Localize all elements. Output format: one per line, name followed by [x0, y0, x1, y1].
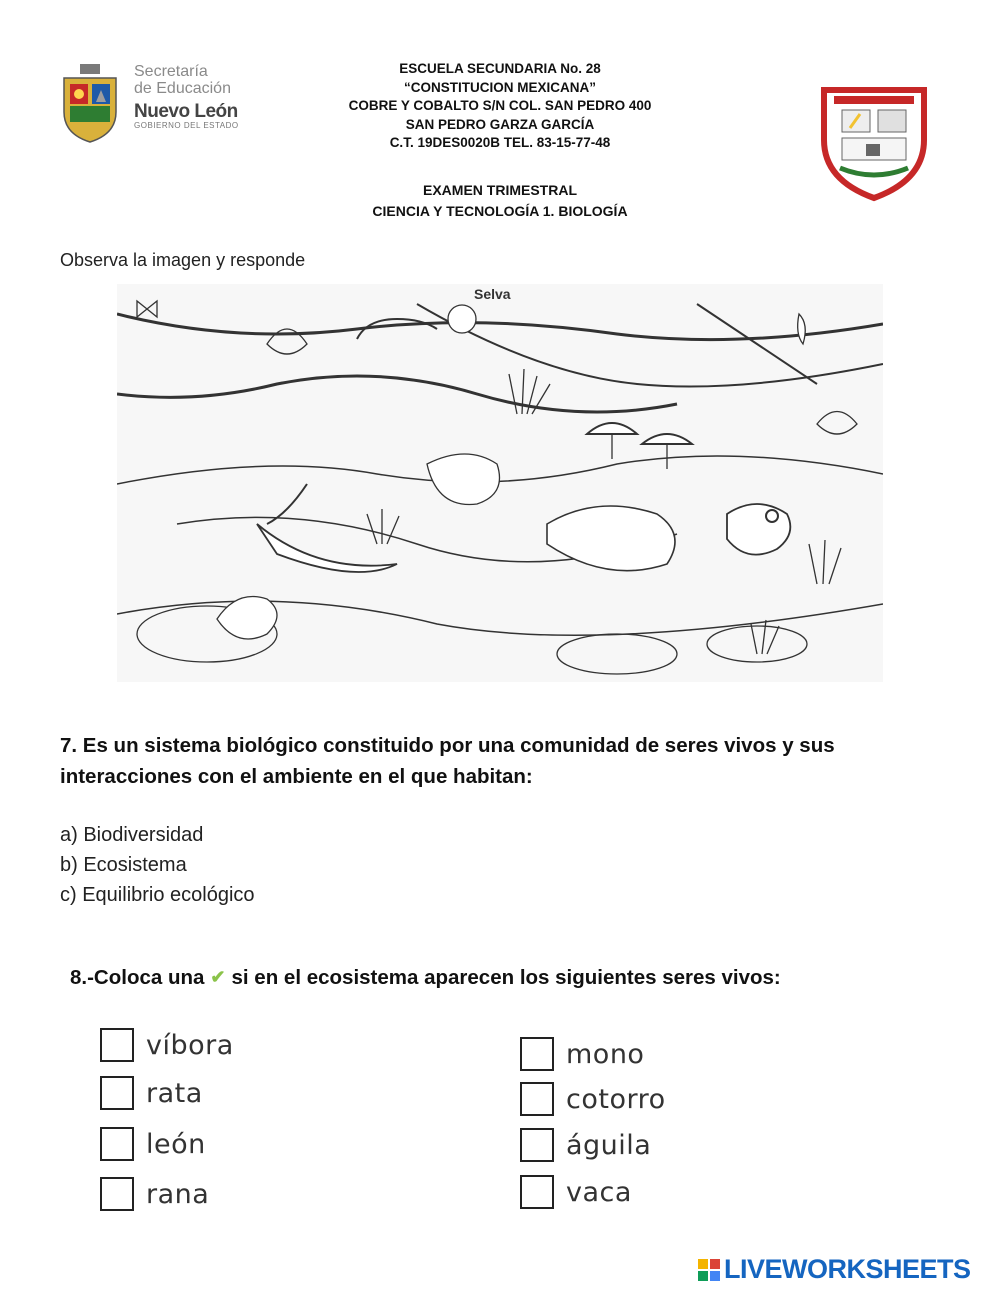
exam-header: [250, 180, 750, 222]
checklist-label: rata: [146, 1077, 203, 1109]
scene-label: Selva: [474, 286, 511, 302]
checklist-item: [100, 1127, 206, 1161]
school-line: ESCUELA SECUNDARIA No. 28: [399, 61, 601, 76]
school-line: “CONSTITUCION MEXICANA”: [404, 79, 596, 95]
checklist-item: [520, 1175, 632, 1209]
school-line: SAN PEDRO GARZA GARCÍA: [405, 116, 595, 132]
checkbox[interactable]: [100, 1028, 134, 1062]
coat-of-arms-icon: [58, 62, 122, 146]
state-name: Nuevo León: [134, 100, 238, 122]
checklist-item: [100, 1028, 234, 1062]
brand-name: LIVEWORKSHEETS: [724, 1254, 971, 1284]
checklist-item: [520, 1037, 644, 1071]
checkmark-icon: ✔: [210, 967, 226, 987]
gobierno-label: GOBIERNO DEL ESTADO: [134, 120, 239, 130]
secretaria-line2: de Educación: [134, 79, 231, 97]
checklist-label: cotorro: [566, 1083, 666, 1115]
exam-subject: CIENCIA Y TECNOLOGÍA 1. BIOLOGÍA: [372, 203, 628, 219]
checklist-item: [520, 1082, 666, 1116]
question-8-prefix: 8.-Coloca una: [70, 966, 205, 989]
checklist-label: mono: [566, 1038, 645, 1070]
liveworksheets-logo: [698, 1254, 971, 1285]
checklist-item: [520, 1128, 651, 1162]
question-7-options: [60, 820, 255, 910]
school-line: COBRE Y COBALTO S/N COL. SAN PEDRO 400: [348, 98, 652, 113]
option-b[interactable]: b) Ecosistema: [60, 854, 187, 876]
jungle-ecosystem-image: [117, 284, 883, 682]
question-8: [70, 966, 781, 990]
school-header: [250, 60, 750, 153]
checkbox[interactable]: [520, 1175, 554, 1209]
checklist-label: víbora: [146, 1029, 234, 1061]
checklist-label: león: [146, 1128, 206, 1160]
checkbox[interactable]: [520, 1037, 554, 1071]
option-c[interactable]: c) Equilibrio ecológico: [60, 884, 255, 906]
checkbox[interactable]: [100, 1127, 134, 1161]
question-8-suffix: si en el ecosistema aparecen los siguientes seres vivos:: [231, 966, 781, 989]
checklist-label: águila: [566, 1129, 652, 1161]
checklist-label: rana: [146, 1178, 210, 1210]
school-seal-icon: [820, 82, 928, 202]
checkbox[interactable]: [100, 1177, 134, 1211]
secretaria-educacion-logo: [58, 62, 258, 146]
checklist-item: [100, 1076, 203, 1110]
school-line: C.T. 19DES0020B TEL. 83-15-77-48: [389, 135, 611, 150]
question-7: 7. Es un sistema biológico constituido por una comunidad de seres vivos y sus interacciones con el ambiente en el que habitan:: [60, 734, 835, 788]
exam-title: EXAMEN TRIMESTRAL: [423, 182, 577, 198]
checkbox[interactable]: [520, 1082, 554, 1116]
instruction-text: Observa la imagen y responde: [60, 250, 306, 270]
checklist-label: vaca: [566, 1176, 632, 1208]
liveworksheets-icon: [698, 1259, 720, 1281]
secretaria-line1: Secretaría: [134, 63, 208, 80]
checkbox[interactable]: [520, 1128, 554, 1162]
secretaria-text: [134, 64, 239, 130]
checkbox[interactable]: [100, 1076, 134, 1110]
checklist-item: [100, 1177, 209, 1211]
option-a[interactable]: a) Biodiversidad: [60, 824, 204, 846]
